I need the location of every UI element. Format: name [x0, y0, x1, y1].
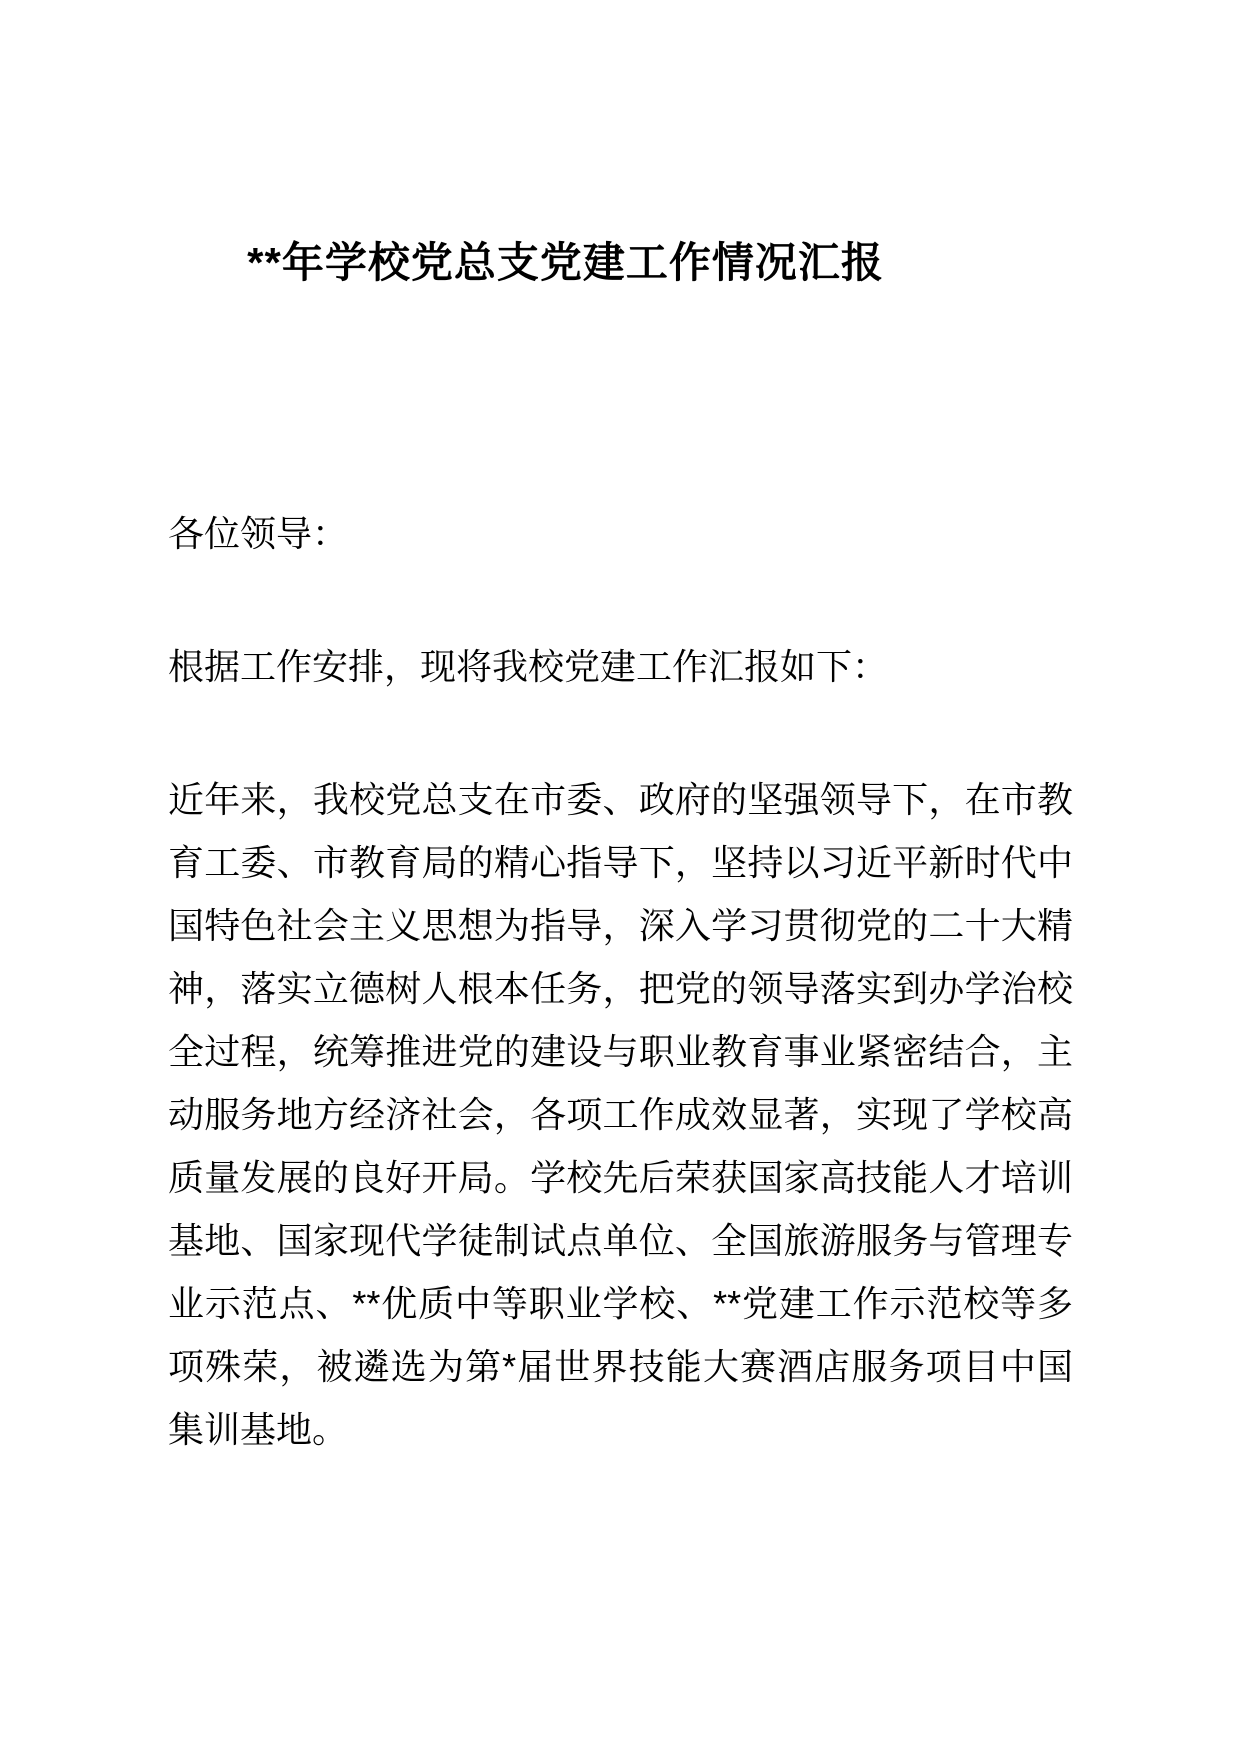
document-title: **年学校党总支党建工作情况汇报 [247, 239, 884, 286]
paragraph-body: 近年来，我校党总支在市委、政府的坚强领导下，在市教育工委、市教育局的精心指导下，坚持以习近平新时代中国特色社会主义思想为指导，深入学习贯彻党的二十大精神，落实立德树人根本任务，把党的领导落实到办学治校全过程，统筹推进党的建设与职业教育事业紧密结合，主动服务地方经济社会，各项工作成效显著，实现了学校高质量发展的良好开局。学校先后荣获国家高技能人才培训基地、国家现代学徒制试点单位、全国旅游服务与管理专业示范点、**优质中等职业学校、**党建工作示范校等多项殊荣，被遴选为第*届世界技能大赛酒店服务项目中国集训基地。 [168, 779, 1073, 1450]
paragraph-intro: 根据工作安排，现将我校党建工作汇报如下： [168, 646, 889, 687]
paragraph-salutation: 各位领导： [168, 513, 349, 554]
